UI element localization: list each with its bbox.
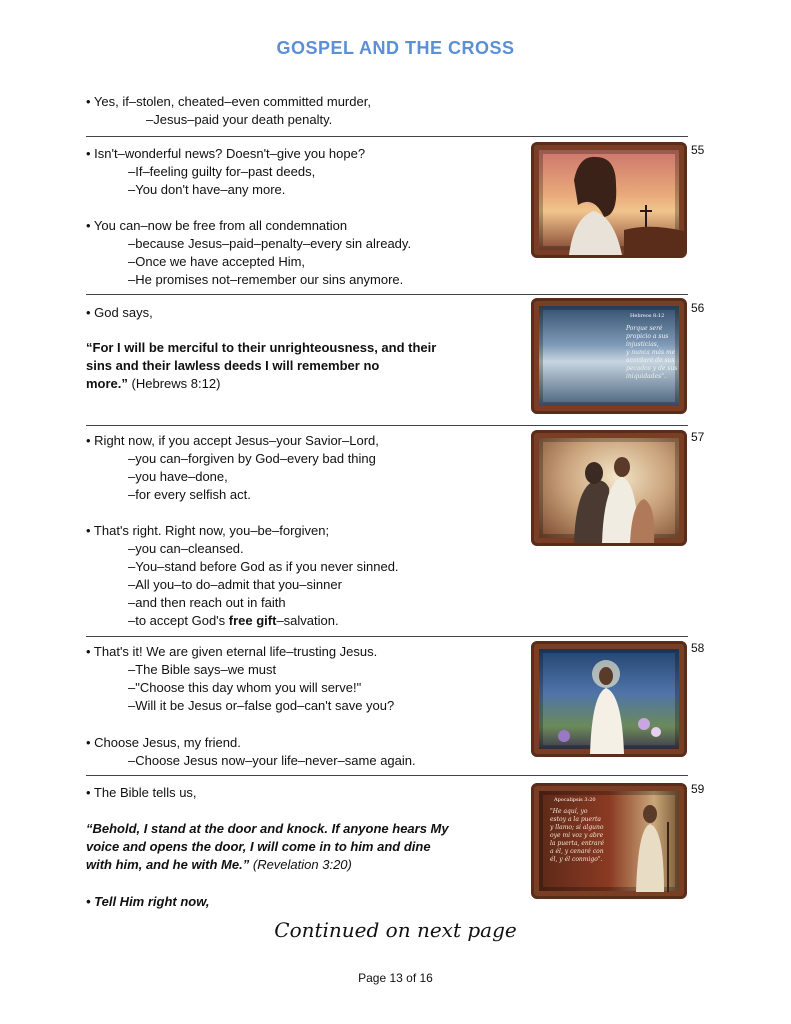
bullet-text: • Choose Jesus, my friend.	[86, 735, 241, 750]
sub-text: –Once we have accepted Him,	[128, 254, 306, 269]
slide-verse-line: propicio a sus	[626, 333, 669, 340]
slide-verse-line: estoy a la puerta	[550, 816, 601, 823]
slide-verse-line: acordaré de sus	[626, 357, 675, 364]
slide-verse-line: oye mi voz y abre	[550, 832, 604, 839]
sub-text: –You–stand before God as if you never sinned.	[128, 559, 399, 574]
slide-verse-line: Porque seré	[626, 325, 663, 332]
page-title: GOSPEL AND THE CROSS	[276, 38, 515, 58]
slide-image-sky-verse	[531, 298, 687, 414]
jesus-figure-icon	[534, 644, 684, 754]
slide-number: 55	[691, 143, 705, 157]
closing-text: • Tell Him right now,	[86, 894, 210, 909]
slide-verse-line: "He aquí, yo	[550, 808, 588, 815]
divider	[86, 775, 688, 776]
slide-verse-line: él, y él conmigo".	[550, 856, 603, 863]
sub-text: –The Bible says–we must	[128, 662, 277, 677]
slide-number: 59	[691, 782, 705, 796]
sub-text: –"Choose this day whom you will serve!"	[128, 680, 362, 695]
slide-number: 58	[691, 641, 705, 655]
slide-verse	[550, 808, 604, 864]
slide-verse-line: la puerta, entraré	[550, 840, 605, 847]
sub-text: –for every selfish act.	[128, 487, 251, 502]
sub-text-lead: –to accept God's	[128, 613, 229, 628]
slide-verse-line: a él, y cenaré con	[550, 848, 604, 855]
quote-text: sins and their lawless deeds I will remember no	[86, 358, 380, 373]
quote-text: voice and opens the door, I will come in to him and dine	[86, 839, 431, 854]
quote-text-last	[86, 375, 220, 393]
bullet-text: • You can–now be free from all condemnation	[86, 218, 348, 233]
sub-text: –you have–done,	[128, 469, 228, 484]
slide-verse-line: injusticias,	[626, 341, 659, 348]
quote-reference: (Hebrews 8:12)	[131, 376, 221, 391]
sub-text: –Choose Jesus now–your life–never–same again.	[128, 753, 416, 768]
sub-text: –Jesus–paid your death penalty.	[146, 112, 333, 127]
sub-text: –You don't have–any more.	[128, 182, 286, 197]
slide-image-door-knock	[531, 783, 687, 899]
embrace-figures-icon	[534, 433, 684, 543]
divider	[86, 136, 688, 137]
jesus-at-door-icon	[618, 792, 678, 892]
sub-text: –All you–to do–admit that you–sinner	[128, 577, 342, 592]
sub-text-tail: –salvation.	[276, 613, 339, 628]
slide-number: 56	[691, 301, 705, 315]
sub-text: –Will it be Jesus or–false god–can't save you?	[128, 698, 395, 713]
divider	[86, 636, 688, 637]
quote-text: “For I will be merciful to their unrighteousness, and their	[86, 340, 437, 355]
slide-number: 57	[691, 430, 705, 444]
quote-reference: (Revelation 3:20)	[252, 857, 352, 872]
slide-verse-line: y llamo; si alguno	[550, 824, 604, 831]
sub-text-free-gift	[128, 612, 339, 630]
sub-text: –you can–forgiven by God–every bad thing	[128, 451, 376, 466]
slide-image-woman-praying	[531, 142, 687, 258]
bullet-text: • That's it! We are given eternal life–trusting Jesus.	[86, 644, 378, 659]
bullet-text: • Yes, if–stolen, cheated–even committed murder,	[86, 94, 371, 109]
page-number: Page 13 of 16	[358, 971, 433, 985]
quote-bold: more.”	[86, 376, 128, 391]
sub-text: –you can–cleansed.	[128, 541, 244, 556]
divider	[86, 425, 688, 426]
sub-text: –He promises not–remember our sins anymore.	[128, 272, 404, 287]
woman-portrait-icon	[534, 145, 684, 255]
sub-text: –and then reach out in faith	[128, 595, 286, 610]
bullet-text: • Isn't–wonderful news? Doesn't–give you hope?	[86, 146, 366, 161]
slide-verse-line: iniquidades".	[626, 373, 666, 380]
slide-caption: Apocalipsis 3:20	[554, 797, 596, 803]
bullet-text: • Right now, if you accept Jesus–your Savior–Lord,	[86, 433, 379, 448]
slide-image-jesus-embrace	[531, 430, 687, 546]
slide-image-jesus-garden	[531, 641, 687, 757]
bullet-text: • God says,	[86, 305, 153, 320]
divider	[86, 294, 688, 295]
free-gift-text: free gift	[228, 613, 277, 628]
continued-note: Continued on next page	[274, 918, 517, 942]
slide-verse-line: y nunca más me	[626, 349, 676, 356]
slide-caption: Hebreos 8:12	[630, 313, 665, 319]
sub-text: –because Jesus–paid–penalty–every sin already.	[128, 236, 412, 251]
bullet-text: • The Bible tells us,	[86, 785, 197, 800]
sub-text: –If–feeling guilty for–past deeds,	[128, 164, 316, 179]
bullet-text: • That's right. Right now, you–be–forgiven;	[86, 523, 330, 538]
quote-bold: with him, and he with Me.”	[86, 857, 250, 872]
slide-verse-line: pecados y de sus	[626, 365, 678, 372]
quote-text-last	[86, 856, 352, 874]
quote-text: “Behold, I stand at the door and knock. If anyone hears My	[86, 821, 449, 836]
slide-verse	[626, 325, 677, 381]
